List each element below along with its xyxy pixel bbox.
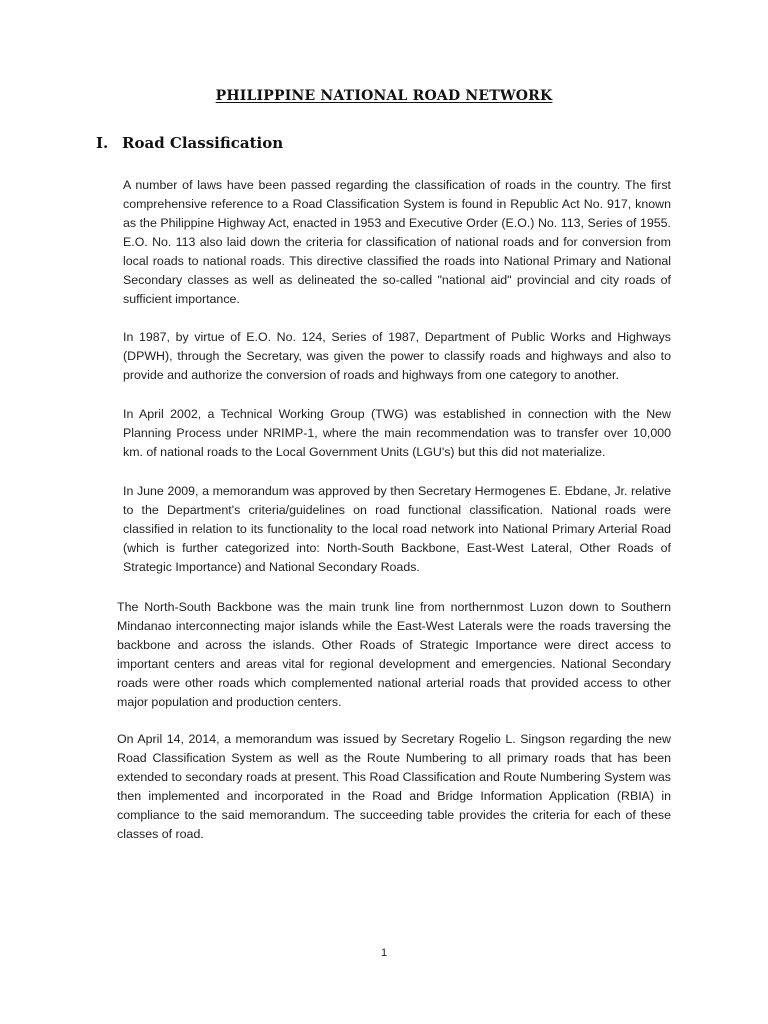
paragraph-4: In June 2009, a memorandum was approved by then Secretary Hermogenes E. Ebdane, Jr. relative to the Department's criteria/guidelines on road functional classification. National roads were classified in relation to its functionality to the local road network into National Primary Arterial Road (which is further categorized into: North-South Backbone, East-West Lateral, Other Roads of Strategic Importance) and National Secondary Roads.: [123, 484, 671, 574]
paragraph-6: On April 14, 2014, a memorandum was issued by Secretary Rogelio L. Singson regarding the new Road Classification System as well as the Route Numbering to all primary roads that has been extended to secondary roads at present. This Road Classification and Route Numbering System was then implemented and incorporated in the Road and Bridge Information Application (RBIA) in compliance to the said memorandum. The succeeding table provides the criteria for each of these classes of road.: [117, 732, 671, 841]
paragraph-3: In April 2002, a Technical Working Group (TWG) was established in connection with the New Planning Process under NRIMP-1, where the main recommendation was to transfer over 10,000 km. of national roads to the Local Government Units (LGU's) but this did not materialize.: [123, 407, 671, 459]
paragraph-2: In 1987, by virtue of E.O. No. 124, Series of 1987, Department of Public Works and Highways (DPWH), through the Secretary, was given the power to classify roads and highways and also to provide and authorize the conversion of roads and highways from one category to another.: [123, 330, 671, 382]
paragraph-5: The North-South Backbone was the main trunk line from northernmost Luzon down to Southern Mindanao interconnecting major islands while the East-West Laterals were the roads traversing the backbone and across the islands. Other Roads of Strategic Importance were direct access to important centers and areas vital for regional development and emergencies. National Secondary roads were other roads which complemented national arterial roads that provided access to other major population and production centers.: [117, 600, 671, 709]
section-heading-text: Road Classification: [122, 134, 284, 152]
page-number: 1: [380, 947, 388, 959]
section-number: I.: [96, 134, 109, 152]
document-title: PHILIPPINE NATIONAL ROAD NETWORK: [215, 88, 553, 104]
paragraph-1: A number of laws have been passed regarding the classification of roads in the country. The first comprehensive reference to a Road Classification System is found in Republic Act No. 917, known as the Philippine Highway Act, enacted in 1953 and Executive Order (E.O.) No. 113, Series of 1955. E.O. No. 113 also laid down the criteria for classification of national roads and for conversion from local roads to national roads. This directive classified the roads into National Primary and National Secondary classes as well as delineated the so-called "national aid" provincial and city roads of sufficient importance.: [123, 178, 671, 306]
section-heading: [96, 134, 283, 152]
